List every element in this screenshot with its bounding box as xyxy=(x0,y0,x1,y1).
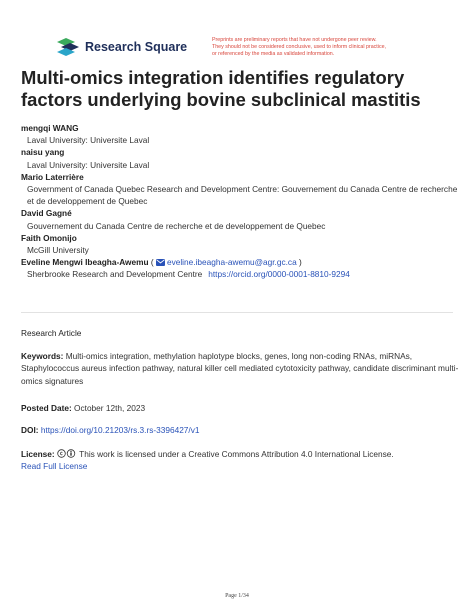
brand-name: Research Square xyxy=(85,40,188,54)
orcid-link[interactable]: https://orcid.org/0000-0001-8810-9294 xyxy=(208,269,350,280)
corresponding-author-name: Eveline Mengwi Ibeagha-Awemu xyxy=(21,257,149,268)
author-name: Faith Omonijo xyxy=(21,232,77,243)
author-list xyxy=(21,122,461,281)
corresponding-author xyxy=(21,256,461,268)
open-paren: ( xyxy=(150,257,154,268)
author-name: David Gagné xyxy=(21,208,72,219)
author-affiliation: McGill University xyxy=(27,245,89,256)
posted-date-label: Posted Date: xyxy=(21,403,72,413)
disclaimer-line: Preprints are preliminary reports that have not undergone peer review. xyxy=(212,37,377,43)
read-full-license-link[interactable]: Read Full License xyxy=(21,461,88,472)
author-name: mengqi WANG xyxy=(21,123,79,133)
disclaimer-line: They should not be considered conclusive, used to inform clinical practice, xyxy=(212,44,387,50)
author-affiliation: Government of Canada Quebec Research and Development Centre: Gouvernement du Canada Centre de recherche et de developpement de Quebec xyxy=(27,184,458,207)
keywords xyxy=(21,350,461,387)
creative-commons-icon xyxy=(57,449,77,458)
keywords-text: Multi-omics integration, methylation haplotype blocks, genes, long non-coding RNAs, miRNAs, Staphylococcus aureus infection pathway, natural killer cell mediated cytotoxicity pathway, candidate discriminant multi-omics signatures xyxy=(21,351,459,386)
corresponding-author-affiliation-row xyxy=(21,268,461,280)
author-affiliation: Laval University: Universite Laval xyxy=(27,135,150,146)
license xyxy=(21,448,461,473)
author-affiliation: Laval University: Universite Laval xyxy=(27,159,150,170)
close-paren: ) xyxy=(299,257,302,268)
keywords-label: Keywords: xyxy=(21,351,64,361)
doi-link[interactable]: https://doi.org/10.21203/rs.3.rs-3396427/v1 xyxy=(40,425,200,435)
author-affiliation: Sherbrooke Research and Development Centre xyxy=(27,269,203,280)
article-type: Research Article xyxy=(21,328,82,338)
envelope-icon xyxy=(156,259,165,266)
posted-date-value: October 12th, 2023 xyxy=(74,403,146,413)
disclaimer-line: or referenced by the media as validated information. xyxy=(212,51,335,57)
author-affiliation: Gouvernement du Canada Centre de recherche et de developpement de Quebec xyxy=(27,220,326,231)
doi-label: DOI: xyxy=(21,425,39,435)
research-square-logo-icon xyxy=(57,38,79,56)
license-label: License: xyxy=(21,449,55,459)
doi xyxy=(21,425,200,435)
license-text: This work is licensed under a Creative Commons Attribution 4.0 International License. xyxy=(79,449,394,459)
research-square-logo[interactable] xyxy=(57,38,187,56)
preprint-disclaimer xyxy=(212,37,447,58)
author-name: Mario Laterrière xyxy=(21,171,84,182)
paper-title: Multi-omics integration identifies regulatory factors underlying bovine subclinical mastitis xyxy=(21,67,421,110)
author-name: naisu yang xyxy=(21,147,65,158)
page-number: Page 1/34 xyxy=(225,593,249,599)
posted-date xyxy=(21,403,145,413)
section-divider xyxy=(21,312,453,313)
corresponding-author-email[interactable]: eveline.ibeagha-awemu@agr.gc.ca xyxy=(166,257,297,268)
